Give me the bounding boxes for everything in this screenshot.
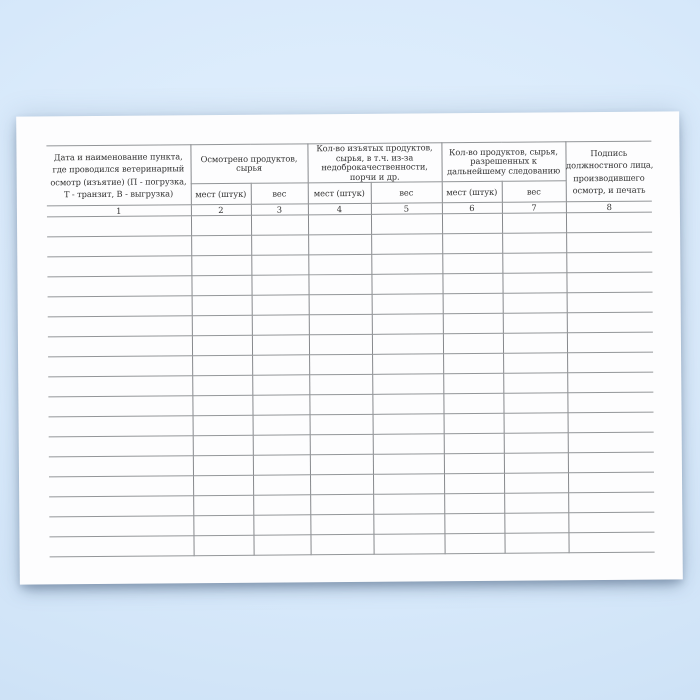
empty-cell xyxy=(372,314,443,335)
empty-cell xyxy=(443,393,503,413)
header-group-seized: Кол-во изъятых продуктов, сырья, в т.ч. из-за недоброкачественности, порчи и др. xyxy=(307,143,441,183)
empty-data-row xyxy=(49,532,654,557)
empty-cell xyxy=(504,513,568,534)
empty-cell xyxy=(310,414,373,434)
empty-cell xyxy=(568,492,654,513)
subheader-weight: вес xyxy=(251,183,308,204)
column-number: 8 xyxy=(566,201,652,213)
column-number: 2 xyxy=(191,204,251,215)
empty-cell xyxy=(504,533,568,554)
empty-cell xyxy=(49,496,193,517)
empty-cell xyxy=(373,474,444,495)
empty-cell xyxy=(504,413,568,434)
empty-cell xyxy=(568,452,654,473)
empty-cell xyxy=(373,434,444,455)
empty-cell xyxy=(192,315,252,335)
inspection-journal-table xyxy=(46,141,654,558)
empty-cell xyxy=(48,376,192,397)
empty-cell xyxy=(373,494,444,515)
empty-cell xyxy=(308,214,371,234)
empty-cell xyxy=(566,232,652,253)
empty-cell xyxy=(308,254,371,274)
empty-cell xyxy=(444,433,504,453)
empty-cell xyxy=(444,413,504,433)
empty-cell xyxy=(309,394,372,414)
empty-cell xyxy=(253,475,310,495)
empty-cell xyxy=(252,315,309,335)
empty-cell xyxy=(310,474,373,494)
empty-cell xyxy=(502,233,566,254)
empty-cell xyxy=(48,396,192,417)
empty-cell xyxy=(503,373,567,394)
empty-cell xyxy=(251,235,308,255)
empty-cell xyxy=(503,353,567,374)
empty-cell xyxy=(192,355,252,375)
empty-cell xyxy=(48,336,192,357)
empty-cell xyxy=(444,453,504,473)
empty-cell xyxy=(504,473,568,494)
empty-cell xyxy=(444,493,504,513)
empty-cell xyxy=(192,295,252,315)
empty-cell xyxy=(310,534,373,554)
empty-cell xyxy=(372,294,443,315)
empty-cell xyxy=(193,475,253,495)
empty-cell xyxy=(310,434,373,454)
empty-cell xyxy=(309,354,372,374)
empty-cell xyxy=(443,353,503,373)
empty-cell xyxy=(49,536,193,557)
empty-cell xyxy=(49,436,193,457)
empty-cell xyxy=(567,372,653,393)
empty-cell xyxy=(193,415,253,435)
empty-cell xyxy=(568,532,654,553)
empty-cell xyxy=(48,296,192,317)
empty-cell xyxy=(253,535,310,555)
empty-cell xyxy=(442,273,502,293)
empty-cell xyxy=(308,234,371,254)
empty-cell xyxy=(252,395,309,415)
empty-cell xyxy=(251,255,308,275)
column-number: 4 xyxy=(308,203,371,214)
empty-cell xyxy=(48,356,192,377)
empty-cell xyxy=(567,392,653,413)
empty-cell xyxy=(567,332,653,353)
empty-cell xyxy=(567,352,653,373)
empty-cell xyxy=(372,354,443,375)
empty-cell xyxy=(568,512,654,533)
empty-cell xyxy=(444,473,504,493)
empty-cell xyxy=(191,275,251,295)
empty-cell xyxy=(193,515,253,535)
empty-cell xyxy=(252,355,309,375)
empty-cell xyxy=(373,414,444,435)
empty-cell xyxy=(309,374,372,394)
empty-cell xyxy=(443,293,503,313)
empty-cell xyxy=(252,375,309,395)
empty-cell xyxy=(371,234,442,255)
empty-cell xyxy=(253,455,310,475)
empty-cell xyxy=(443,373,503,393)
empty-cell xyxy=(503,393,567,414)
empty-cell xyxy=(566,272,652,293)
empty-cell xyxy=(47,276,191,297)
empty-cell xyxy=(372,374,443,395)
header-group-row xyxy=(46,141,651,185)
empty-cell xyxy=(504,433,568,454)
empty-cell xyxy=(310,494,373,514)
header-col-signature: Подпись должностного лица, производившего осмотр, и печать xyxy=(565,141,651,202)
empty-cell xyxy=(502,213,566,234)
empty-cell xyxy=(309,314,372,334)
empty-cell xyxy=(310,514,373,534)
empty-cell xyxy=(310,454,373,474)
empty-cell xyxy=(442,253,502,273)
empty-cell xyxy=(503,293,567,314)
subheader-places: мест (штук) xyxy=(191,183,251,204)
subheader-places: мест (штук) xyxy=(308,182,371,203)
column-number: 1 xyxy=(47,205,191,217)
empty-cell xyxy=(47,256,191,277)
empty-cell xyxy=(442,213,502,233)
empty-cell xyxy=(504,493,568,514)
empty-cell xyxy=(568,472,654,493)
empty-cell xyxy=(309,334,372,354)
empty-cell xyxy=(49,516,193,537)
empty-cell xyxy=(192,395,252,415)
empty-cell xyxy=(567,292,653,313)
header-group-allowed: Кол-во продуктов, сырья, разрешенных к дальнейшему следованию xyxy=(441,142,565,182)
header-col-date-point: Дата и наименование пункта, где проводился ветеринарный осмотр (изъятие) (П - погрузка, Т - транзит, В - выгрузка) xyxy=(46,145,190,206)
empty-cell xyxy=(371,214,442,235)
empty-cell xyxy=(566,252,652,273)
empty-cell xyxy=(502,253,566,274)
empty-cell xyxy=(48,316,192,337)
empty-cell xyxy=(567,312,653,333)
column-number: 6 xyxy=(442,202,502,213)
empty-cell xyxy=(503,333,567,354)
empty-cell xyxy=(251,275,308,295)
empty-cell xyxy=(442,233,502,253)
empty-cell xyxy=(192,335,252,355)
empty-cell xyxy=(191,215,251,235)
empty-cell xyxy=(193,495,253,515)
empty-cell xyxy=(568,432,654,453)
column-number: 5 xyxy=(371,203,442,215)
empty-cell xyxy=(502,273,566,294)
empty-cell xyxy=(253,515,310,535)
empty-cell xyxy=(568,412,654,433)
empty-cell xyxy=(308,274,371,294)
empty-cell xyxy=(372,394,443,415)
form-sheet xyxy=(16,111,683,584)
empty-cell xyxy=(444,513,504,533)
empty-cell xyxy=(373,454,444,475)
empty-cell xyxy=(191,235,251,255)
empty-cell xyxy=(373,514,444,535)
empty-cell xyxy=(252,295,309,315)
empty-cell xyxy=(193,455,253,475)
empty-cell xyxy=(444,533,504,553)
subheader-places: мест (штук) xyxy=(442,181,502,202)
empty-cell xyxy=(191,255,251,275)
empty-cell xyxy=(193,435,253,455)
empty-cell xyxy=(503,313,567,334)
empty-cell xyxy=(443,333,503,353)
empty-cell xyxy=(372,334,443,355)
empty-cell xyxy=(566,212,652,233)
empty-cell xyxy=(373,534,444,555)
empty-cell xyxy=(49,456,193,477)
header-group-inspected: Осмотрено продуктов, сырья xyxy=(190,144,307,184)
column-number: 7 xyxy=(502,202,566,214)
subheader-weight: вес xyxy=(502,181,566,203)
empty-cell xyxy=(49,416,193,437)
empty-cell xyxy=(504,453,568,474)
empty-cell xyxy=(253,435,310,455)
subheader-weight: вес xyxy=(371,182,442,204)
empty-cell xyxy=(253,415,310,435)
empty-cell xyxy=(47,216,191,237)
empty-cell xyxy=(371,254,442,275)
empty-cell xyxy=(192,375,252,395)
empty-cell xyxy=(47,236,191,257)
column-number: 3 xyxy=(251,204,308,215)
empty-cell xyxy=(193,535,253,555)
empty-cell xyxy=(309,294,372,314)
empty-rows-section xyxy=(47,212,655,557)
empty-cell xyxy=(252,335,309,355)
empty-cell xyxy=(251,215,308,235)
empty-cell xyxy=(253,495,310,515)
empty-cell xyxy=(49,476,193,497)
empty-cell xyxy=(371,274,442,295)
empty-cell xyxy=(443,313,503,333)
